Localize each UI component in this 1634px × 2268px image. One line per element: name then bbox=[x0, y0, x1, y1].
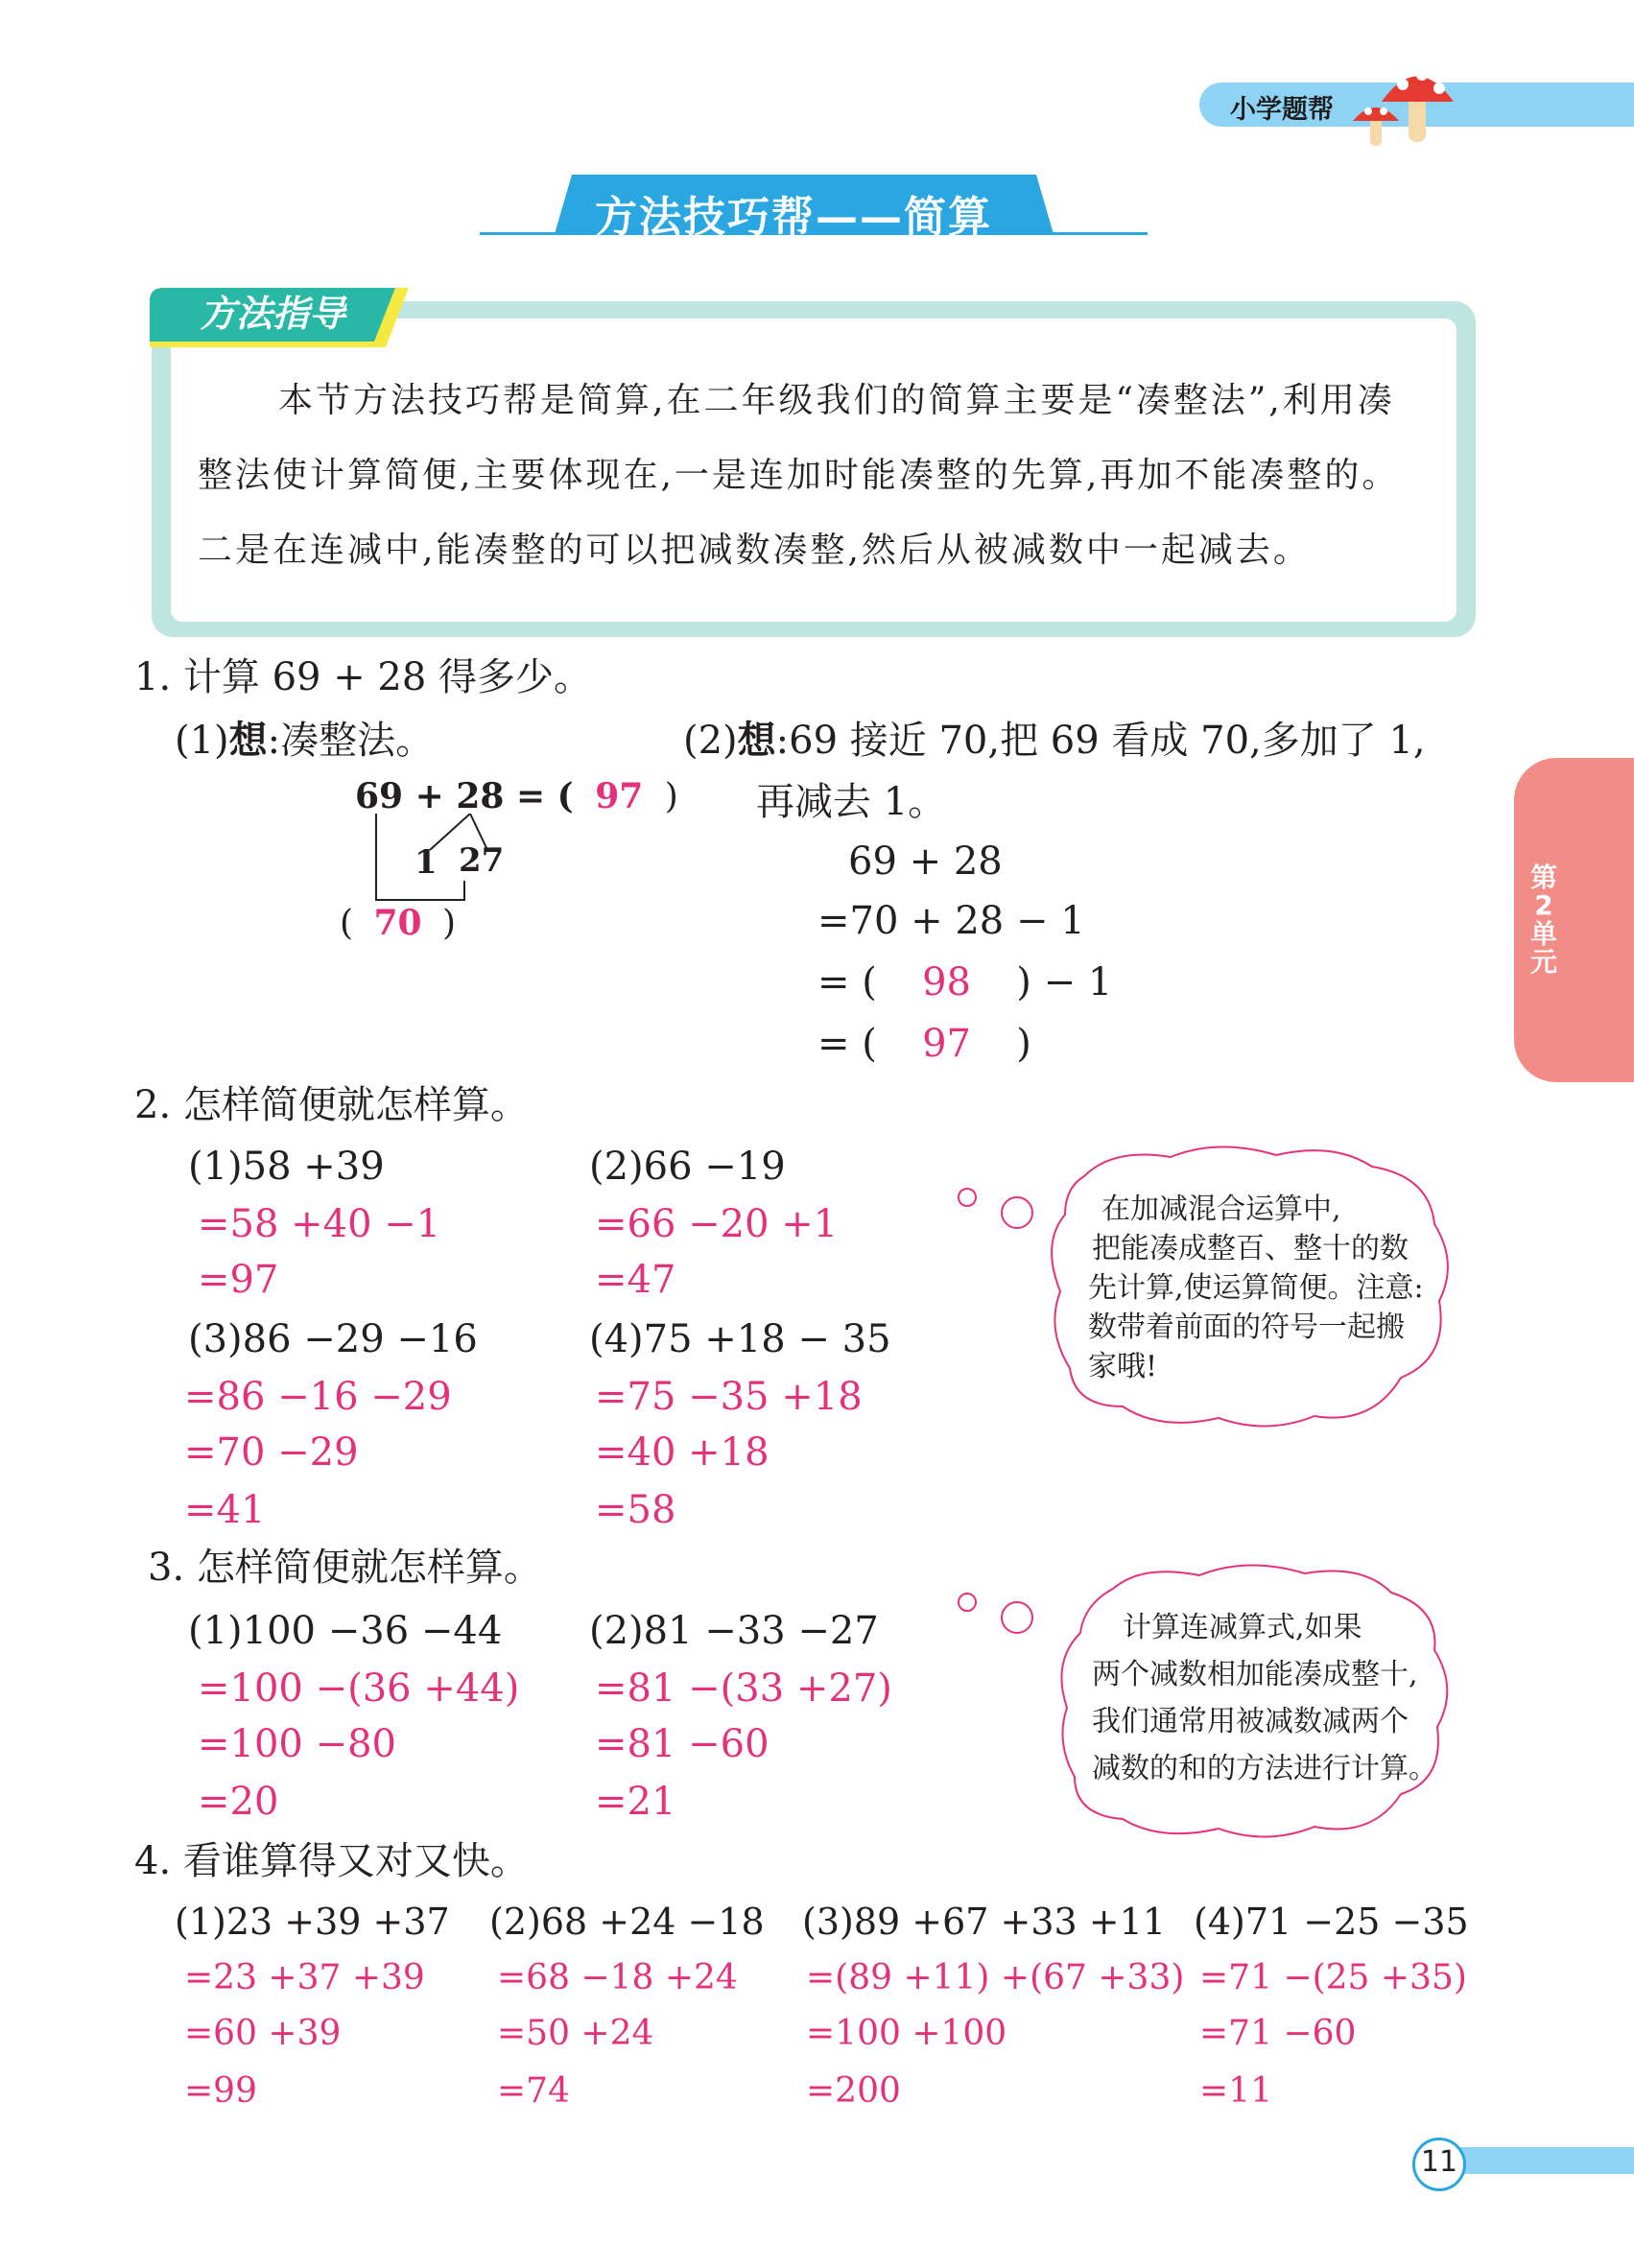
q2-p2-step1: =66 −20 +1 bbox=[595, 1202, 839, 1246]
q1-row4-pre: = ( bbox=[817, 1022, 877, 1066]
q1-part1-think: 想 bbox=[228, 719, 268, 763]
q4-p4-expr: (4)71 −25 −35 bbox=[1194, 1901, 1469, 1943]
q1-part1-label: (1) bbox=[175, 719, 229, 763]
q2-p4-expr: (4)75 +18 − 35 bbox=[589, 1317, 891, 1361]
q2-p1-step2: =97 bbox=[198, 1258, 279, 1302]
q1-sub-open: ( bbox=[340, 904, 354, 943]
page-number: 11 bbox=[1420, 2145, 1458, 2179]
q2-p4-step2: =40 +18 bbox=[595, 1430, 770, 1475]
guide-line-3: 二是在连减中,能凑整的可以把减数凑整,然后从被减数中一起减去。 bbox=[198, 531, 1311, 570]
q2-tip-line-1: 在加减混合运算中, bbox=[1101, 1193, 1341, 1226]
q1-row3-post: ) − 1 bbox=[1016, 960, 1113, 1004]
guide-label: 方法指导 bbox=[200, 293, 346, 335]
q3-p1-step2: =100 −80 bbox=[198, 1722, 396, 1766]
page-number-bar bbox=[1439, 2147, 1634, 2174]
q2-p3-step2: =70 −29 bbox=[184, 1430, 359, 1475]
q1-split-b: 27 bbox=[459, 841, 505, 880]
guide-line-1: 本节方法技巧帮是简算,在二年级我们的简算主要是“凑整法”,利用凑 bbox=[278, 381, 1395, 420]
q1-row3-answer: 98 bbox=[922, 960, 972, 1004]
q2-p3-expr: (3)86 −29 −16 bbox=[188, 1317, 478, 1361]
q4-p3-expr: (3)89 +67 +33 +11 bbox=[802, 1901, 1166, 1943]
q4-p4-step3: =11 bbox=[1199, 2071, 1272, 2111]
q4-p3-step1: =(89 +11) +(67 +33) bbox=[806, 1958, 1185, 1997]
q3-title: 3. 怎样简便就怎样算。 bbox=[148, 1546, 542, 1590]
q2-tip-line-3: 先计算,使运算简便。注意: bbox=[1088, 1271, 1424, 1305]
q3-p2-step1: =81 −(33 +27) bbox=[595, 1666, 892, 1711]
q2-p4-step3: =58 bbox=[595, 1488, 676, 1532]
q4-p4-step1: =71 −(25 +35) bbox=[1199, 1958, 1467, 1997]
q1-row4-answer: 97 bbox=[922, 1022, 972, 1066]
q2-tip-line-4: 数带着前面的符号一起搬 bbox=[1088, 1311, 1405, 1344]
unit-label: 第2单元 bbox=[1529, 862, 1557, 979]
q4-p3-step3: =200 bbox=[806, 2071, 901, 2111]
q1-part1-method: :凑整法。 bbox=[267, 719, 435, 763]
q4-p1-step1: =23 +37 +39 bbox=[184, 1958, 425, 1997]
q3-tip-line-2: 两个减数相加能凑成整十, bbox=[1092, 1658, 1418, 1691]
q3-tip-line-3: 我们通常用被减数减两个 bbox=[1092, 1705, 1409, 1738]
q2-tip-line-2: 把能凑成整百、整十的数 bbox=[1092, 1232, 1409, 1265]
q3-p1-step1: =100 −(36 +44) bbox=[198, 1666, 520, 1711]
q2-tip-line-5: 家哦! bbox=[1088, 1350, 1158, 1383]
q4-title: 4. 看谁算得又对又快。 bbox=[134, 1839, 529, 1883]
q1-part1-expr-text: 69 + 28 = ( bbox=[355, 776, 574, 816]
q4-p2-expr: (2)68 +24 −18 bbox=[489, 1901, 765, 1943]
q2-p2-step2: =47 bbox=[595, 1258, 676, 1302]
q1-part2-row3 bbox=[817, 960, 1113, 1004]
q2-p2-expr: (2)66 −19 bbox=[589, 1145, 786, 1189]
q1-part1-answer: 97 bbox=[595, 776, 644, 816]
q2-p4-step1: =75 −35 +18 bbox=[595, 1375, 863, 1419]
q3-tip-line-4: 减数的和的方法进行计算。 bbox=[1092, 1752, 1437, 1785]
q1-part2-header bbox=[683, 719, 1426, 763]
q1-split-a: 1 bbox=[414, 843, 438, 882]
q4-p3-step2: =100 +100 bbox=[806, 2014, 1007, 2053]
q1-part2-label: (2) bbox=[683, 719, 738, 763]
mushroom-icon bbox=[1343, 56, 1468, 152]
q2-p3-step1: =86 −16 −29 bbox=[184, 1375, 452, 1419]
q3-tip-line-1: 计算连减算式,如果 bbox=[1123, 1611, 1362, 1644]
q1-part2-row2: =70 + 28 − 1 bbox=[817, 899, 1085, 943]
q1-part2-row1: 69 + 28 bbox=[848, 839, 1003, 884]
q3-tip-bubble bbox=[950, 1554, 1468, 1842]
q1-sub-close: ) bbox=[441, 904, 456, 943]
q4-p2-step3: =74 bbox=[497, 2071, 570, 2111]
brand-name: 小学题帮 bbox=[1230, 95, 1334, 125]
q2-p1-step1: =58 +40 −1 bbox=[198, 1202, 441, 1246]
q1-part2-line1: :69 接近 70,把 69 看成 70,多加了 1, bbox=[775, 719, 1426, 763]
q1-row3-pre: = ( bbox=[817, 960, 877, 1004]
q4-p1-expr: (1)23 +39 +37 bbox=[175, 1901, 450, 1943]
q4-p1-step3: =99 bbox=[184, 2071, 257, 2111]
q4-p2-step1: =68 −18 +24 bbox=[497, 1958, 738, 1997]
q1-sub-answer: 70 bbox=[373, 903, 422, 943]
q3-p2-step3: =21 bbox=[595, 1780, 676, 1824]
q3-p2-step2: =81 −60 bbox=[595, 1722, 770, 1766]
guide-line-2: 整法使计算简便,主要体现在,一是连加时能凑整的先算,再加不能凑整的。 bbox=[198, 456, 1400, 495]
q3-p2-expr: (2)81 −33 −27 bbox=[589, 1609, 879, 1653]
q1-part1-header bbox=[175, 719, 435, 763]
q1-part1-expr bbox=[355, 776, 678, 816]
q1-part2-row4 bbox=[817, 1022, 1031, 1066]
q1-title: 1. 计算 69 + 28 得多少。 bbox=[134, 655, 593, 699]
q1-part1-expr-close: ) bbox=[664, 777, 678, 816]
q4-p1-step2: =60 +39 bbox=[184, 2014, 342, 2053]
q1-sub-bracket bbox=[340, 903, 456, 943]
q1-part2-think: 想 bbox=[737, 719, 776, 763]
q4-p2-step2: =50 +24 bbox=[497, 2014, 654, 2053]
q1-row4-post: ) bbox=[1016, 1022, 1031, 1066]
q3-p1-step3: =20 bbox=[198, 1780, 279, 1824]
q4-p4-step2: =71 −60 bbox=[1199, 2014, 1357, 2053]
q2-p1-expr: (1)58 +39 bbox=[188, 1145, 385, 1189]
q2-p3-step3: =41 bbox=[184, 1488, 266, 1532]
q3-p1-expr: (1)100 −36 −44 bbox=[188, 1609, 503, 1653]
page-title: 方法技巧帮——简算 bbox=[595, 193, 992, 242]
q2-title: 2. 怎样简便就怎样算。 bbox=[134, 1083, 529, 1127]
q1-part2-line2: 再减去 1。 bbox=[756, 780, 947, 824]
